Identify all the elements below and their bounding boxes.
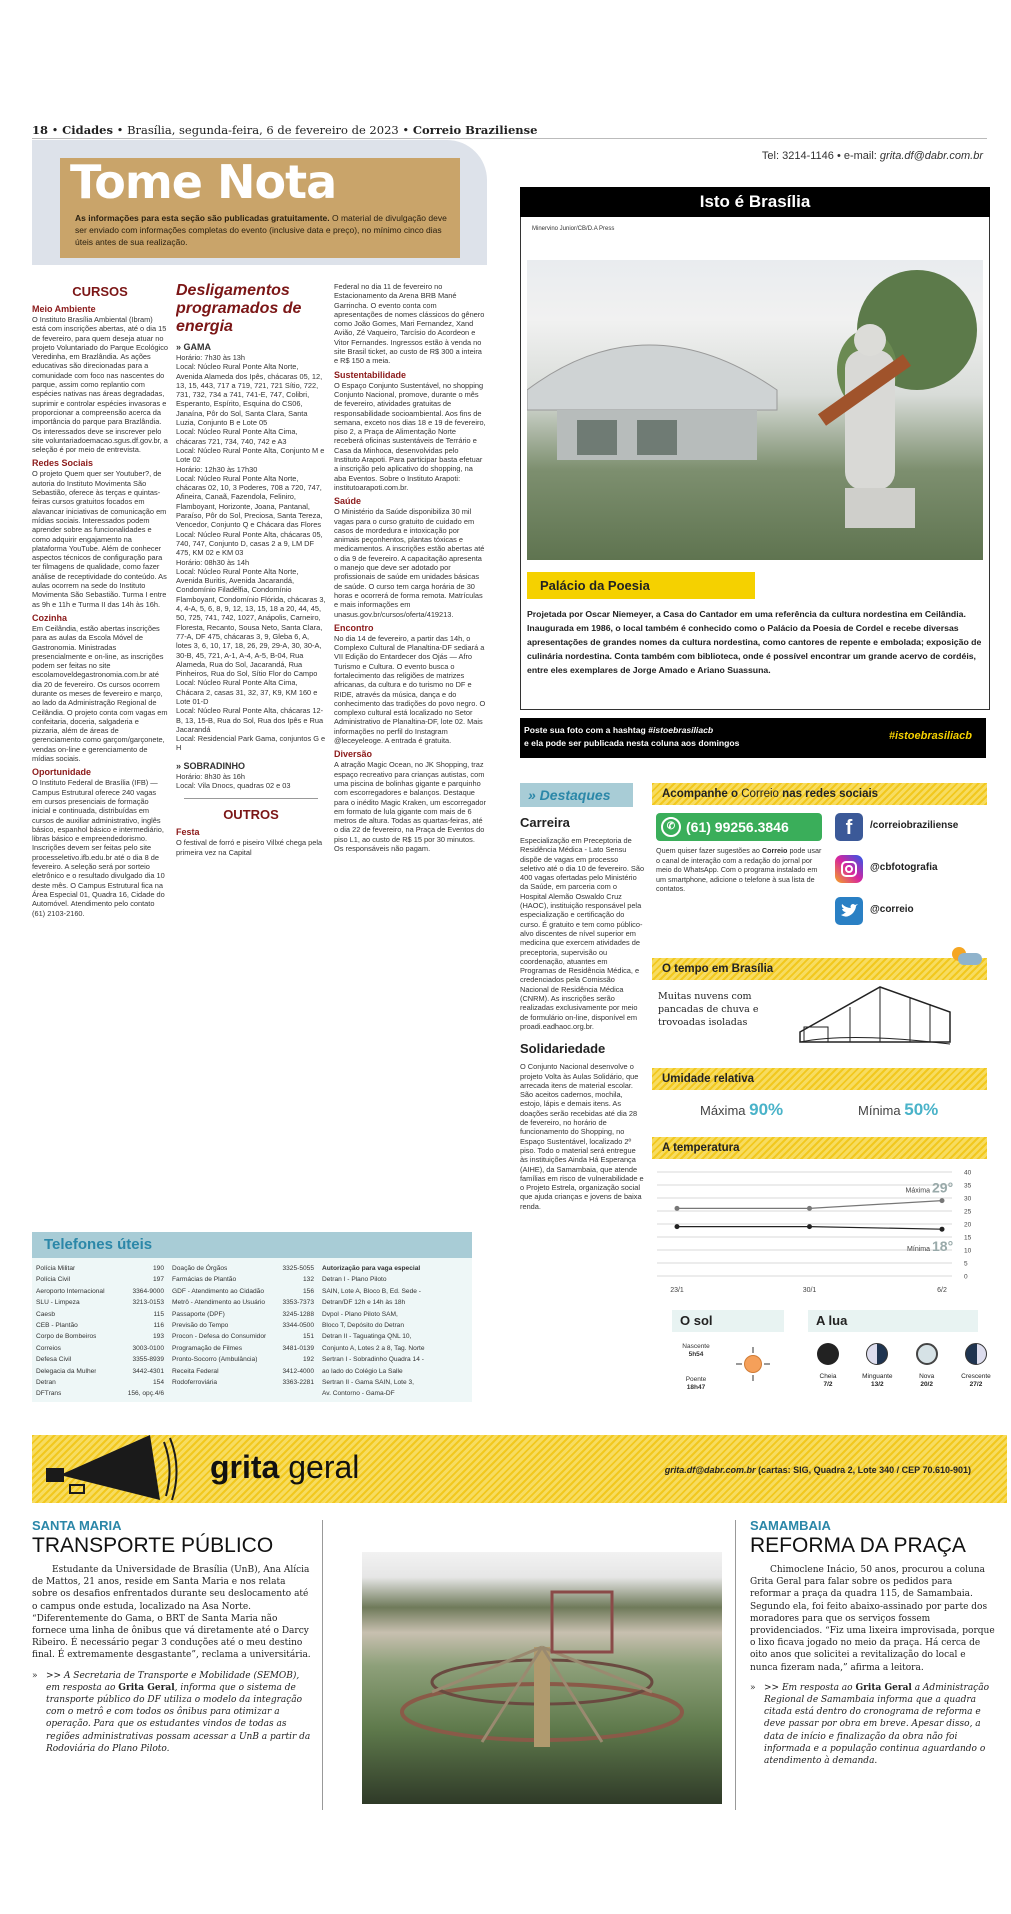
carousel-illustration <box>362 1552 722 1804</box>
facebook-handle[interactable]: /correiobraziliense <box>870 820 959 831</box>
phone-name: Metrô - Atendimento ao Usuário <box>172 1299 266 1307</box>
outage-line: Local: Vila Dnocs, quadras 02 e 03 <box>176 781 291 791</box>
phone-row <box>172 1366 314 1377</box>
grita-email[interactable]: grita.df@dabr.com.br <box>664 1465 756 1475</box>
phone-name: Farmácias de Plantão <box>172 1276 237 1284</box>
note-text: A atração Magic Ocean, no JK Shopping, traz espaço recreativo para crianças autistas, com uma piscina de bolinhas gigante e parquinho com escorregadores e balanços. Destaque para o inédito Magic Kraken, um escorregador em formato de lula gigante com mais de 6 metros de altura. Todas as quartas-feiras, até o dia 22 de fevereiro, na Praça de Eventos do piso L1, ao custo de R$ 15 por 30 minutos. Os responsáveis não pagam. <box>334 760 486 854</box>
phone-number: 154 <box>152 1379 164 1387</box>
phone-number: 151 <box>302 1333 314 1341</box>
note-title: Diversão <box>334 749 373 760</box>
data-point <box>940 1198 945 1203</box>
vaga-especial-line: Sertran II - Gama SAIN, Lote 3, <box>322 1379 414 1387</box>
stf-building-illustration <box>790 982 960 1057</box>
umidade-max-value: 90% <box>749 1100 784 1119</box>
column-divider <box>322 1520 323 1810</box>
y-tick-label: 40 <box>964 1169 972 1177</box>
vaga-especial-line: Detran I - Plano Piloto <box>322 1276 387 1284</box>
phone-row <box>36 1343 164 1354</box>
story-location: SANTA MARIA <box>32 1518 122 1533</box>
tome-nota-title: Tome Nota <box>70 155 337 209</box>
area-lines <box>176 353 326 753</box>
x-tick-label: 6/2 <box>937 1287 947 1294</box>
data-point <box>807 1224 812 1229</box>
phone-name: Passaporte (DPF) <box>172 1310 225 1318</box>
twitter-icon[interactable] <box>835 897 863 925</box>
x-tick-label: 30/1 <box>802 1287 817 1294</box>
phone-row <box>36 1388 164 1399</box>
y-tick-label: 20 <box>964 1221 972 1229</box>
contact-tel: Tel: 3214-1146 • e-mail: <box>761 150 877 162</box>
reply-a: >> A Secretaria de Transporte e Mobilidade (SEMOB), em resposta ao <box>46 1670 300 1693</box>
reply-b: Grita Geral <box>118 1682 175 1693</box>
moon-phase-date: 7/2 <box>823 1381 833 1388</box>
phone-row <box>172 1343 314 1354</box>
tempo-header <box>652 958 987 980</box>
poente-time: 18h47 <box>686 1384 706 1391</box>
story-headline: REFORMA DA PRAÇA <box>750 1534 966 1557</box>
note-title: Saúde <box>334 496 362 507</box>
data-point <box>675 1206 680 1211</box>
lua-header <box>808 1310 978 1332</box>
sol-heading: O sol <box>680 1313 713 1328</box>
tome-nota-desc-rest: O material de divulgação deve ser enviado com informações completas do evento (inclusive data e preço), no mínimo cinco dias úteis antes de sua realização. <box>75 213 447 247</box>
redes-heading-a: Acompanhe o <box>662 788 739 800</box>
redes-header <box>652 783 987 805</box>
cursos-item-title: Cozinha <box>32 612 67 623</box>
phone-number: 3003-0100 <box>132 1344 164 1352</box>
phone-name: Delegacia da Mulher <box>36 1367 97 1375</box>
column-divider <box>735 1520 736 1810</box>
notes-column <box>334 282 486 1227</box>
vaga-especial-title: Autorização para vaga especial <box>322 1265 421 1272</box>
annotation-label: Mínima <box>907 1246 930 1254</box>
cursos-item-text: O Instituto Federal de Brasília (IFB) — Campus Estrutural oferece 240 vagas em cursos presenciais de formação inicial e continuada, distribuídas em cursos de auxiliar administrativo, inglês básico, espanhol básico e intermediário, libras básico e empreendedorismo. Inscrições devem ser feitas pelo site processeletivo.ifb.edu.br até o dia 8 de fevereiro. A seleção será por sorteio eletrônico e o resultado divulgado dia 10 deste mês. O Campus Estrutural fica na Área Especial 01, Quadra 16, Cidade do Automóvel. Atendimento pelo contato (61) 2103-2160. <box>32 778 165 918</box>
vaga-especial-line: Bloco T, Depósito do Detran <box>322 1322 404 1330</box>
phone-name: Correios <box>36 1344 61 1352</box>
note-item <box>334 749 486 853</box>
phone-number: 3344-0500 <box>282 1322 314 1330</box>
y-tick-label: 10 <box>964 1247 972 1255</box>
reply-a: >> Em resposta ao <box>764 1682 853 1693</box>
instagram-handle[interactable]: @cbfotografia <box>870 862 938 873</box>
section-name: Cidades <box>62 123 113 137</box>
phone-row <box>172 1309 314 1320</box>
telefones-header <box>32 1232 472 1258</box>
outage-line: Horário: 08h30 às 14h <box>176 557 250 567</box>
festa-title: Festa <box>176 827 200 838</box>
story-headline: TRANSPORTE PÚBLICO <box>32 1534 274 1557</box>
moon-phase-name: Cheia <box>819 1373 837 1380</box>
destaque-title: Carreira <box>520 815 570 830</box>
story-samambaia <box>750 1518 995 1767</box>
hashtag-footer <box>520 718 986 758</box>
y-tick-label: 5 <box>964 1260 968 1268</box>
paper-name: Correio Braziliense <box>412 123 538 137</box>
phone-row <box>172 1331 314 1342</box>
note-item <box>334 623 486 746</box>
cursos-item <box>32 767 168 917</box>
grita-geral-title <box>210 1448 359 1486</box>
festa-text: O festival de forró e piseiro Villxé chega pela primeira vez na Capital <box>176 838 323 857</box>
phone-row <box>36 1274 164 1285</box>
phone-number: 190 <box>152 1265 164 1272</box>
outage-line: Local: Núcleo Rural Ponte Alta, Conjunto M e Lote 02 <box>176 445 325 465</box>
phone-number: 3442-4301 <box>132 1367 164 1375</box>
umidade-heading: Umidade relativa <box>662 1073 755 1085</box>
story-santa-maria <box>32 1518 312 1755</box>
phone-name: CEB - Plantão <box>36 1322 78 1330</box>
story-location: SAMAMBAIA <box>750 1518 831 1533</box>
poente-label: Poente <box>685 1376 707 1383</box>
phone-number: 3481-0139 <box>282 1344 314 1352</box>
phone-number: 116 <box>153 1322 164 1330</box>
moon-phase-name: Minguante <box>862 1373 893 1380</box>
phone-name: Detran <box>36 1379 56 1387</box>
phone-number: 156, opç.4/6 <box>127 1390 164 1398</box>
reply-c: , informa que o sistema de transporte público do DF utiliza o modelo da integração com o metrô e com todos os ônibus para otimizar a operação. Para que os estudantes vindos de todas as regiões administrativas possam acessar a UnB a partir da Rodoviária do Plano Piloto. <box>46 1682 311 1754</box>
palacio-poesia-heading: Palácio da Poesia <box>527 572 755 599</box>
story-reply <box>750 1682 995 1767</box>
story-body-text: Chimoclene Inácio, 50 anos, procurou a coluna Grita Geral para falar sobre os pedidos para reformar a praça da quadra 115, de Samambaia. Segundo ela, foi feito abaixo-assinado por parte dos moradores para que os serviços fossem providenciados. “Fiz uma lixeira improvisada, porque o lixo ficava jogado no meio da praça. Há cerca de oito anos que solicitei a revitalização do local e nunca fizeram nada,” afirma a leitora. <box>750 1565 995 1673</box>
moon-new-icon <box>916 1343 938 1365</box>
phone-row <box>36 1320 164 1331</box>
temperatura-title: A temperatura <box>662 1142 740 1154</box>
contact-line <box>762 150 983 162</box>
moon-phase-crescente <box>954 1343 998 1389</box>
tempo-heading: O tempo em Brasília <box>662 963 774 975</box>
story-body-text: Estudante da Universidade de Brasília (UnB), Ana Alícia de Mattos, 21 anos, reside em Santa Maria e nos relata sobre os desafios enfrentados durante seu deslocamento até o campus onde estuda, localizado na Asa Norte. “Diferentemente do Gama, o BRT de Santa Maria não fornece uma linha de ônibus que vá diretamente até o Darcy Ribeiro. É necessário pegar 3 conduções até o meu destino final. É extremamente desgastante”, reclama a universitária. <box>32 1565 311 1661</box>
outage-line: Local: Núcleo Rural Ponte Alta, chácaras 12-B, 13, 15-B, Rua do Sol, Rua dos Ipês e Rua Jacarandá <box>176 706 324 734</box>
desligamentos-column <box>176 282 326 1227</box>
temperatura-header <box>652 1137 987 1159</box>
telefones-heading: Telefones úteis <box>44 1236 153 1253</box>
header-rule <box>32 138 987 139</box>
instagram-icon[interactable] <box>835 855 863 883</box>
phone-name: Polícia Civil <box>36 1276 71 1284</box>
reply-b: Grita Geral <box>855 1682 912 1693</box>
x-tick-label: 23/1 <box>670 1287 684 1294</box>
note-text: O Ministério da Saúde disponibiliza 30 mil vagas para o curso gratuito de cuidado em casos de mordedura e intoxicação por animais peçonhentos, plantas tóxicas e medicamentos. A inscrições estão abertas até o dia 9 de fevereiro. A capacitação apresenta o manejo que deve ser adotado por profissionais de saúde em unidades básicas de saúde. O curso tem carga horária de 30 horas e ocorrerá de forma remota. Matrículas e mais informações em unasus.gov.br/cursos/oferta/419213. <box>334 507 485 619</box>
data-point <box>675 1224 680 1229</box>
phone-name: Rodoferroviária <box>172 1379 218 1387</box>
phone-name: DFTrans <box>36 1390 62 1398</box>
phone-row <box>172 1286 314 1297</box>
y-tick-label: 35 <box>964 1182 972 1190</box>
phone-row <box>36 1263 164 1274</box>
grita-title-bold: grita <box>210 1449 280 1485</box>
phone-name: Programação de Filmes <box>172 1344 242 1352</box>
praca-photo <box>362 1552 722 1804</box>
cursos-item <box>32 458 168 608</box>
phone-row <box>172 1297 314 1308</box>
lua-heading: A lua <box>816 1313 848 1328</box>
whatsapp-desc-a: Quem quiser fazer sugestões ao <box>656 846 760 855</box>
outros-heading: OUTROS <box>223 807 279 823</box>
phone-number: 197 <box>152 1276 164 1284</box>
phone-name: Previsão do Tempo <box>172 1322 229 1330</box>
phone-number: 193 <box>152 1333 164 1341</box>
phone-number: 156 <box>302 1287 314 1295</box>
cursos-column <box>32 282 168 1227</box>
outage-line: Local: Núcleo Rural Ponte Alta Norte, chácaras 02, 10, 3 Poderes, 708 a 720, 747, Afineira, Canaã, Fazendola, Feliniro, Flamboyant, Horizonte, Joana, Pantanal, Paraíso, Pôr do Sol, Preciosa, Santa Tereza, Vencedor, Conjunto Q e Chácara das Flores <box>176 473 323 530</box>
outage-line: Local: Núcleo Rural Ponte Alta Norte, Avenida Alameda dos Ipês, chácaras 05, 12, 13, 15, 443, 717 a 719, 721, 721 Sítio, 722, 731, 732, 734 a 741, 741-E, 747, Colibri, Esperanto, Espírito, Esquina do CS06, Janaína, Pôr do Sol, Santa Clara, Santa Luzia, Conjunto B e Lote 05 <box>176 362 323 428</box>
phone-number: 3364-9000 <box>132 1287 164 1295</box>
phone-row <box>172 1354 314 1365</box>
sol-header <box>672 1310 784 1332</box>
phone-name: Procon - Defesa do Consumidor <box>172 1333 267 1341</box>
annotation-value: 29° <box>932 1179 954 1196</box>
phone-name: Corpo de Bombeiros <box>36 1333 97 1341</box>
y-tick-label: 30 <box>964 1195 972 1203</box>
phone-row <box>36 1377 164 1388</box>
nascente-time: 5h54 <box>688 1351 704 1358</box>
telefones-col-1 <box>36 1263 164 1400</box>
moon-phase-nova <box>905 1343 949 1389</box>
umidade-min-value: 50% <box>904 1100 939 1119</box>
outage-line: Local: Residencial Park Gama, conjuntos G e H <box>176 734 326 753</box>
note-title: Sustentabilidade <box>334 369 407 380</box>
area-name: » SOBRADINHO <box>176 760 246 771</box>
dateline: Brasília, segunda-feira, 6 de fevereiro de 2023 <box>127 123 399 137</box>
redes-heading-b: Correio <box>741 788 779 800</box>
moon-phase-date: 27/2 <box>969 1381 983 1388</box>
phone-number: 3245-1288 <box>282 1310 314 1318</box>
phone-name: Pronto-Socorro (Ambulância) <box>172 1356 258 1364</box>
hashtag-instructions <box>524 724 739 750</box>
cloud-sun-icon <box>950 945 984 969</box>
tome-nota-desc-bold: As informações para esta seção são publicadas gratuitamente. <box>75 213 330 223</box>
destaque-title: Solidariedade <box>520 1041 606 1057</box>
whatsapp-desc-b: Correio <box>761 846 788 855</box>
phone-row <box>36 1331 164 1342</box>
phone-number: 192 <box>302 1356 314 1364</box>
poente-block <box>676 1376 716 1392</box>
note-item <box>334 496 486 619</box>
outage-line: Local: Núcleo Rural Ponte Alta Norte, Avenida Buritis, Avenida Jacarandá, Condomínio Filadélfia, Condomínio Flamboyant, Condomínio Flórida, chácaras 3, 4, 4-A, 5, 6, 8, 9, 12, 13, 15, 18 a 20, 44, 45, 50, 725, 741, 742, 1027, Anápolis, Carneiro, Floresta, Recanto, Sousa Neto, Santa Clara, 77-A, DF 475, chácaras 3, 9, Gleba 6, A, lotes 3, 6, 10, 17, 18, 26, 29, 29-A, 30, 30-A, 30-B, 45, 721, A-1, A-4, A-5, B-04, Rua Alameda, Rua do Sol, Jacarandá, Rua Pinheiros, Rua do Sol, Sítio Flor do Campo <box>176 566 326 679</box>
phone-number: 3353-7373 <box>282 1299 314 1307</box>
outage-line: Horário: 8h30 às 16h <box>176 771 246 781</box>
phone-row <box>36 1354 164 1365</box>
phone-name: Doação de Órgãos <box>172 1265 228 1272</box>
nascente-label: Nascente <box>682 1343 710 1350</box>
vaga-especial-line: ao lado do Colégio La Salle <box>322 1367 403 1375</box>
vaga-especial-line: Dvpol - Plano Piloto SAM, <box>322 1310 398 1318</box>
y-tick-label: 0 <box>964 1273 968 1281</box>
moon-phase-name: Crescente <box>961 1373 991 1380</box>
hashtag-line1: Poste sua foto com a hashtag <box>524 725 646 735</box>
annotation-label: Máxima <box>905 1187 930 1195</box>
whatsapp-desc-c: pode usar o canal de interação com a redação do jornal por meio do WhatsApp. Com o programa instalado em um smartphone, adicione o telefone à sua lista de contatos. <box>656 846 822 894</box>
cursos-item-title: Oportunidade <box>32 767 91 778</box>
data-point <box>940 1227 945 1232</box>
page-number: 18 <box>32 123 49 137</box>
outage-line: Horário: 12h30 às 17h30 <box>176 464 258 474</box>
phone-row <box>172 1274 314 1285</box>
tome-nota-desc <box>75 212 455 248</box>
annotation-value: 18° <box>932 1238 954 1255</box>
phone-name: GDF - Atendimento ao Cidadão <box>172 1287 264 1295</box>
cursos-item-title: Redes Sociais <box>32 458 94 469</box>
vaga-especial-line: SAIN, Lote A, Bloco B, Ed. Sede - <box>322 1287 421 1295</box>
isto-e-brasilia-heading: Isto é Brasília <box>520 187 990 217</box>
data-point <box>807 1206 812 1211</box>
umidade-max <box>700 1100 783 1121</box>
phone-name: SLU - Limpeza <box>36 1299 80 1307</box>
phone-number: 3355-8939 <box>132 1356 164 1364</box>
note-text: O Espaço Conjunto Sustentável, no shopping Conjunto Nacional, promove, durante o mês de fevereiro, atividades gratuitas de responsabilidade socioambiental. Aos fins de semana, exceto nos dias 18 e 19 de fevereiro, piso 2, a Praça de Alimentação Norte receberá oficinas sustentáveis de Terrário e Casa da Minhoca, desenvolvidas pelo Instituto Arapoti. Para participar basta efetuar a inscrição pelo aplicativo do shopping, na aba Eventos. Sobre o Instituto Arapoti: institutoarapoti.com.br. <box>334 380 486 492</box>
grita-address: (cartas: SIG, Quadra 2, Lote 340 / CEP 70.610-901) <box>758 1465 971 1475</box>
whatsapp-button[interactable] <box>656 813 822 841</box>
cursos-item-title: Meio Ambiente <box>32 304 96 314</box>
tempo-text: Muitas nuvens com pancadas de chuva e trovoadas isoladas <box>658 991 759 1028</box>
moon-phases <box>806 1343 998 1389</box>
story-reply <box>32 1670 312 1755</box>
sun-icon <box>736 1347 770 1381</box>
whatsapp-icon: ✆ <box>661 817 681 837</box>
reply-c: a Administração Regional de Samambaia informa que a quadra citada está dentro do cronograma de reforma e deve passar por obra em breve. Apesar disso, a data de início e finalização da obra não foi informada e a população continua aguardando o atendimento à demanda. <box>764 1682 990 1767</box>
cursos-item <box>32 304 168 454</box>
phone-number: 3363-2281 <box>282 1379 314 1387</box>
phone-name: Aeroporto Internacional <box>36 1287 105 1295</box>
vaga-especial-lines <box>322 1274 470 1399</box>
moon-waning-icon <box>866 1343 888 1365</box>
note-text: Federal no dia 11 de fevereiro no Estacionamento da Arena BRB Mané Garrincha. O evento conta com apresentações de nomes clássicos do gênero como João Gomes, Mari Fernandez, Xand Avião, Zé Vaqueiro, Tarcísio do Acordeon e Vitor Fernandes. Ingressos estão à venda no site Brasil ticket, ao custo de R$ 300 a inteira e R$ 150 a meia. <box>334 282 485 366</box>
phone-row <box>36 1297 164 1308</box>
photo-illustration <box>527 260 983 560</box>
phone-row <box>36 1309 164 1320</box>
phone-number: 3325-5055 <box>282 1265 314 1272</box>
temperature-chart <box>652 1164 1002 1304</box>
folio: 18 • Cidades • Brasília, segunda-feira, 6 de fevereiro de 2023 • Correio Braziliense <box>32 123 538 137</box>
destaques-column <box>520 815 645 1425</box>
casa-do-cantador-photo <box>527 260 983 560</box>
vaga-especial-line: Av. Contorno - Gama-DF <box>322 1390 395 1398</box>
story-body <box>32 1564 312 1755</box>
umidade-min-label: Mínima <box>858 1103 901 1118</box>
hashtag-inline: #istoebrasiliacb <box>648 725 714 735</box>
moon-phase-cheia <box>806 1343 850 1389</box>
y-tick-label: 15 <box>964 1234 972 1242</box>
telefones-col-2 <box>172 1263 314 1388</box>
phone-name: Polícia Militar <box>36 1265 76 1272</box>
twitter-handle[interactable]: @correio <box>870 904 914 915</box>
umidade-header <box>652 1068 987 1090</box>
nascente-block <box>676 1343 716 1359</box>
moon-phase-minguante <box>855 1343 899 1389</box>
destaque-text: Especialização em Preceptoria de Residência Médica - Lato Sensu dispõe de vagas em processo seletivo até o dia 10 de fevereiro. São 400 vagas ofertadas pelo Ministério da Saúde, em parceria com o Hospital Alemão Oswaldo Cruz (HAOC), instituição responsável pela especialização e certificação do curso. É gratuito e tem como público-alvo discentes de nível superior em medicina que exercem atividades de preceptoria, supervisão ou coordenação, atuantes em Programas de Residência Médica, e credenciados pela Comissão Nacional de Residência Médica (CNRM). As inscrições serão realizadas exclusivamente por meio de formulário on-line, disponível em proadi.eadhaoc.org.br. <box>520 836 645 1031</box>
phone-name: Defesa Civil <box>36 1356 72 1364</box>
cursos-item-text: O projeto Quem quer ser Youtuber?, de autoria do Instituto Movimenta São Sebastião, oferece às terças e quintas-feiras cursos gratuitos focados em alavancar iniciativas de comunicação em mídias sociais. Interessados podem aprender sobre as funcionalidades e como adquirir engajamento na plataforma YouTube. Além de conhecer aspectos técnicos de configuração para ter filmagens de qualidade, como fazer análise de receptividade do conteúdo. As aulas ocorrem na sede do Instituto Movimenta São Sebastião. Turma I entre as 9h e 11h e Turma II das 14h às 16h. <box>32 469 167 609</box>
area-name: » GAMA <box>176 342 212 352</box>
destaques-heading: » Destaques <box>520 783 633 807</box>
vaga-especial-line: Detran II - Taguatinga QNL 10, <box>322 1333 412 1341</box>
vaga-especial-line: Detran/DF 12h e 14h às 18h <box>322 1299 406 1307</box>
phone-name: Caesb <box>36 1310 56 1318</box>
cursos-item-text: Em Ceilândia, estão abertas inscrições para as aulas da Escola Móvel de Gastronomia. Ministradas presencialmente e on-line, as inscrições podem ser feitas no site escolamoveldegastronomia.com.br até dia 20 de fevereiro. Os cursos ocorrem durante os meses de fevereiro e março, ao lado da Administração Regional de Ceilândia. O projeto conta com vagas em confeitaria, doceria, salgaderia e pizzaria, além de áreas de gerenciamento como garçom/garçonete, vendas on-line e gerenciamento de mídias sociais. <box>32 623 168 764</box>
redes-heading-c: nas redes sociais <box>782 788 879 800</box>
phone-row <box>172 1377 314 1388</box>
whatsapp-number: (61) 99256.3846 <box>686 819 789 835</box>
outage-line: Local: Núcleo Rural Ponte Alta, chácaras 05, 740, 747, Conjunto D, casas 2 a 9, LM DF 475, KM 02 e KM 03 <box>176 529 323 558</box>
desligamentos-title: Desligamentos programados de energia <box>176 282 302 335</box>
cursos-item-text: O Instituto Brasília Ambiental (Ibram) está com inscrições abertas, até o dia 15 de fevereiro, para quem deseja atuar no projeto Voluntariado do Parque Ecológico Veredinha, em Brazlândia. As ações educativas são direcionadas para a comunidade com foco nas nascentes do parque, assim como replantio com espécies nativas nas áreas degradadas, suprimir e controlar espécies invasoras e proporcionar a compreensão acerca da importância do parque para Brazlândia. Os interessados deve se inscrever pelo site voluntariadoemacao.sgus.df.gov.br, a seleção é por meio de entrevista. <box>32 315 168 455</box>
vaga-especial-line: Conjunto A, Lotes 2 a 8, Tag. Norte <box>322 1344 425 1352</box>
outage-line: Local: Núcleo Rural Ponte Alta Cima, chácaras 721, 734, 740, 742 e A3 <box>176 427 298 446</box>
moon-waxing-icon <box>965 1343 987 1365</box>
facebook-icon[interactable]: f <box>835 813 863 841</box>
phone-row <box>36 1366 164 1377</box>
cursos-heading: CURSOS <box>72 284 128 299</box>
umidade-max-label: Máxima <box>700 1103 746 1118</box>
telefones-col-3 <box>322 1263 470 1400</box>
megaphone-icon <box>40 1430 180 1505</box>
moon-phase-date: 13/2 <box>871 1381 884 1388</box>
hashtag-right: #istoebrasiliacb <box>888 730 972 742</box>
phone-row <box>172 1320 314 1331</box>
outage-line: Local: Núcleo Rural Ponte Alta Cima, Chácara 2, casas 31, 32, 37, K9, KM 160 e Lote 01-D <box>176 678 318 706</box>
whatsapp-desc <box>656 846 824 946</box>
grita-title-rest: geral <box>288 1449 360 1485</box>
moon-phase-date: 20/2 <box>920 1381 933 1388</box>
phone-name: Receita Federal <box>172 1367 219 1375</box>
destaque-text: O Conjunto Nacional desenvolve o projeto Volta às Aulas Solidário, que arrecada itens de material escolar. São aceitos cadernos, mochila, estojo, lápis e demais itens. As doações serão recebidas até dia 28 de fevereiro, no horário de funcionamento do Shopping, no Espaço Sustentável, localizado 2º piso. Todo o material será entregue às instituições Ainda Há Esperança (AIHE), da Samambaia, que atende famílias em risco de vulnerabilidade e o Projeto Estrela, organização social que ajuda crianças e jovens de baixa renda. <box>520 1062 644 1211</box>
palacio-poesia-text: Projetada por Oscar Niemeyer, a Casa do Cantador em uma referência da cultura nordestina em Ceilândia. Inaugurada em 1986, o local também é conhecido como o Palácio da Poesia de Cordel e recebe diversas apresentações de grandes nomes da cultura nordestina, como cantores de repente e embolada; exposição de culinária nordestina. Conta também com biblioteca, onde é possível encontrar um grande acervo de cordéis, entre eles exemplares de Jorge Amado e Ariano Suassuna. <box>527 609 982 675</box>
phone-number: 3412-4000 <box>282 1367 314 1375</box>
contact-email-link[interactable]: grita.df@dabr.com.br <box>879 150 983 162</box>
phone-row <box>36 1286 164 1297</box>
cursos-item <box>32 613 168 763</box>
hashtag-line2: e ela pode ser publicada nesta coluna aos domingos <box>524 738 740 748</box>
phone-number: 115 <box>153 1310 164 1318</box>
note-item <box>334 370 486 493</box>
note-title: Encontro <box>334 622 374 633</box>
moon-full-icon <box>817 1343 839 1365</box>
story-body <box>750 1564 995 1767</box>
moon-phase-name: Nova <box>919 1373 935 1380</box>
umidade-min <box>858 1100 938 1121</box>
note-text: No dia 14 de fevereiro, a partir das 14h, o Complexo Cultural de Planaltina-DF sediará a VII Edição do Entardecer dos Ojás — Afro Turismo e Cultura. O evento busca o fortalecimento das religiões de matrizes africanas, da cultura e do turismo no DF e RIDE, através da música, dança e do conhecimento das tradições do povo negro. O complexo cultural está localizado no Setor Administrativo de Planaltina-DF, lote 02. Mais informações no perfil do Instagram @leceyeleoge. A entrada é gratuita. <box>334 633 486 746</box>
vaga-especial-line: Sertran I - Sobradinho Quadra 14 - <box>322 1356 424 1364</box>
photo-credit: Minervino Junior/CB/D.A Press <box>532 226 615 232</box>
area-lines <box>176 772 326 791</box>
phone-number: 3213-0153 <box>132 1299 164 1307</box>
grita-contact <box>665 1465 971 1475</box>
phone-row <box>172 1263 314 1274</box>
section-divider <box>184 798 318 799</box>
y-tick-label: 25 <box>964 1208 972 1216</box>
phone-number: 132 <box>302 1276 314 1284</box>
outage-line: Horário: 7h30 às 13h <box>176 353 246 362</box>
